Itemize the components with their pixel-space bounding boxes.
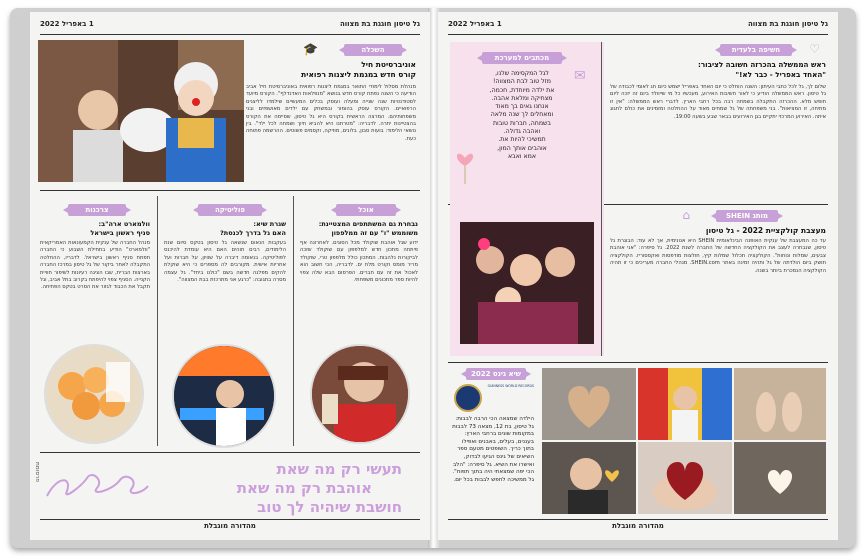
section-tag-economy: צרכנות [68, 204, 126, 216]
heart-photo-girl [542, 442, 636, 514]
politics-title-1: שגרת שיא: [253, 220, 286, 228]
magazine-spread [10, 8, 856, 548]
food-body: ידוע שגל אוהבת שוקולד מכל הסוגים. לאחרונה אף פיתחה מתכון חדש למלפפון עם שוקולד שזכה לביקורות נלהבות. המתכון כולל מלפפון טרי, שוקולד מריר מומס וקורט מלח ים. לדבריה, הכי חשוב הוא לאכול את זה עם חברים. הפרסום הבא שלה צפוי להיות ספר מתכונים משפחתי. [300, 240, 418, 284]
clown-photo [38, 40, 244, 182]
food-title-1: נבחרת גם המשתתפים המצטיינת: [318, 220, 418, 228]
footer-rule [40, 519, 420, 520]
guinness-badge-label: GUINNESS WORLD RECORDS [487, 384, 534, 388]
column-divider [601, 42, 602, 356]
record-body: הילדה שמצאה הכי הרבה לבבות: גל טיסון, בת 12, מצאה 73 לבבות במקומות שונים ברחבי הארץ: בעננים, בעלים, באבנים ואפילו בתוך כריך. השופטים מטעם ספר השיאים של גינס הגיעו לבדוק, ואישרו את השיא. גל סיפרה: "הלב הכי יפה שמצאתי היה בתוך תפוח". גל ממשיכה לחפש לבבות בכל יום. [452, 416, 534, 483]
heart-photo-leaf [542, 368, 636, 440]
footer-rule [448, 519, 828, 520]
left-page [30, 12, 430, 540]
page-footer: מהדורה מוגבלת [204, 522, 256, 530]
graduation-cap-icon: 🎓 [303, 42, 318, 56]
guinness-badge-icon [454, 384, 482, 412]
economy-title-2: סניף ראשון בישראל [90, 229, 150, 237]
quote-line-3: חושבת שיהיה לך טוב [257, 498, 402, 516]
envelope-icon: ✉ [574, 68, 586, 84]
news-title-2: "האחד באפריל - כבר לא!" [735, 70, 826, 79]
politics-photo [172, 344, 276, 448]
economy-body: מנהל החברה של ענקית הקמעונאות האמריקאית "וולמארט" הודיע בתחילת השבוע כי החברה תפתח סניף ראשון בישראל. לדבריו, ההחלטה התקבלה לאחר ביקור של גל טיסון במרכז החברה בארצות הברית, שבו הציגה רעיונות לשיפור חוויית הקנייה. הסניף צפוי להיפתח בקרוב בתל אביב, וגל תקבל את הכבוד לגזור את הסרט בטקס הפתיחה. [40, 240, 150, 291]
page-footer: מהדורה מוגבלת [612, 522, 664, 530]
heart-photo-feet [734, 368, 826, 440]
section-tag-politics: פוליטיקה [198, 204, 262, 216]
food-photo [310, 344, 410, 444]
right-page [438, 12, 838, 540]
education-title-1: אוניברסיטת חיל [361, 60, 416, 69]
header-rule [40, 34, 420, 35]
fashion-body: עד כה המעצבת של ענקית האופנה הבינלאומית SHEIN היא אנונימית, אך לא עוד: הבוגרת גל טיסון, שנבחרה לעצב את הקולקציה החדשה של החברה לשנת 2022. גל סיפרה: "אני אוהבת צבעים, שמלות ונוחות". הקולקציה תכלול שמלות קיץ, חולצות מודפסות ואקססוריז. הקולקציה תושק ביום הולדתה של גל ותהיה זמינה באתר SHEIN.com. מנהלי החברה מעריכים כי זו תהיה הקולקציה הנמכרת ביותר בשנה. [610, 238, 826, 274]
page-header [40, 18, 420, 32]
section-tag-food: אוכל [336, 204, 396, 216]
section-tag-education: השכלה [344, 44, 402, 56]
section-rule [40, 190, 420, 191]
fashion-title: מעצבת קולקציית 2022 - גל טיסון [705, 226, 826, 235]
issue-date: 1 באפריל 2022 [40, 20, 94, 28]
column-divider [157, 196, 158, 446]
quote-line-2: אוהבת רק מה שאת [236, 479, 372, 497]
section-tag-news: חשיפה בלעדית [720, 44, 792, 56]
politics-body: בעקבות הנאום שנשאה גל טיסון בטקס סיום שנת הלימודים, רבים תוהים האם היא עומדת להיכנס לפוליטיקה. בנאומה דיברה על שוויון, על חברות ועל אחריות אישית. מקורבים לה מספרים כי היא שוקלת להקים מפלגה חדשה בשם "כולנו ביחד". גל עצמה מסרה בתגובה: "כרגע אני מתרכזת בבת המצווה". [164, 240, 286, 284]
heart-photo-hands [638, 368, 732, 440]
heart-photo-apple [638, 442, 732, 514]
section-rule [448, 362, 828, 363]
economy-photo [44, 344, 144, 444]
quote-line-1: תעשי רק מה שאת [276, 460, 402, 478]
economy-title-1: וולמארט ארה"ב: [98, 220, 150, 228]
header-rule [448, 34, 828, 35]
issue-date: 1 באפריל 2022 [448, 20, 502, 28]
news-body: שלום לך, גל לכל כתבי העיתון: השנה הוחלט כי יום האחד באפריל ישמש כיום חג לאומי לכבודה של גל טיסון. ראש הממשלה הודיע כי לאור חשיבות האירוע, מעכשיו כל מי שייוולד ביום זה יזכה ליום חופש מלא. ההכרזה התקבלה בשמחה רבה בכל רחבי הארץ. לדברי ראש הממשלה: "אין זו מתיחה, זו המציאות". בני משפחתה של גל שמחים מאוד על ההחלטה ומזמינים את כולם לחגוג איתה. האירוע המרכזי יתקיים בגן האירועים בבאר שבע בשעה 19:00. [610, 84, 826, 120]
politics-title-2: האם גל בדרך לכנסת? [220, 229, 286, 237]
hearts-doodle-icon [42, 466, 152, 506]
heart-icon: ♡ [809, 42, 820, 56]
section-rule [40, 452, 420, 453]
balloon-hearts-icon [454, 144, 476, 184]
side-note: פרסומת [34, 462, 40, 482]
publication-name: גל טיסון חוגגת בת מצווה [339, 20, 420, 28]
section-tag-letters: מכתבים למערכת [482, 52, 562, 64]
news-title-1: ראש הממשלה בהכרזה חשובה לציבור: [697, 60, 826, 69]
heart-photo-light [734, 442, 826, 514]
education-title-2: קורס חדש במגמת ליצנות רפואית [301, 70, 416, 79]
section-tag-fashion: מותג SHEIN [716, 210, 778, 222]
family-photo [460, 222, 594, 344]
letter-body: לגל המקסימה שלנו, מזל טוב לבת המצווה! את ילדה מיוחדת, חכמה, מצחיקה ומלאת אהבה. אנחנו גאים בך מאוד ומאחלים לך שנה מלאה בשמחה, חברות טובות ואהבה גדולה. תמשיכי להיות את. אוהבים אותך המון, אמא ואבא [489, 70, 555, 160]
column-divider [293, 196, 294, 446]
education-body: מנהלת מסלול לימודי התואר במגמת ליצנות רפואית באוניברסיטת חיל אביב הודיעה כי השנה נפתח קורס חדש בנושא "מנפלאות האדנדלף". הקורס מיועד לסטודנטיות שנה שנייה ומעלה ועוסק בכלים המעשיים שילמדו לליצנים הרפואיים. הקורס עוסק בהומור ובמשחק עם ילדים מאושפזים ובני משפחותיהם. המרצה הראשית בקורס היא גל טיסון, שסיימה את הקורס בהצטיינות יתרה. לדבריה: "מטרתנו היא להביא חיוך ושמחה לכל ילד". בין נושאי הלימוד: בועות סבון, בלונים, מוזיקה, וקסמים פשוטים. ההרשמה פתוחה כעת. [246, 84, 416, 142]
publication-name: גל טיסון חוגגת בת מצווה [747, 20, 828, 28]
section-tag-record: שיא גינס 2022 [466, 368, 526, 380]
food-title-2: משוממש "ו" עם זה ממלפפון [331, 229, 418, 237]
page-header [448, 18, 828, 32]
hanger-icon: ⌂ [682, 208, 690, 222]
